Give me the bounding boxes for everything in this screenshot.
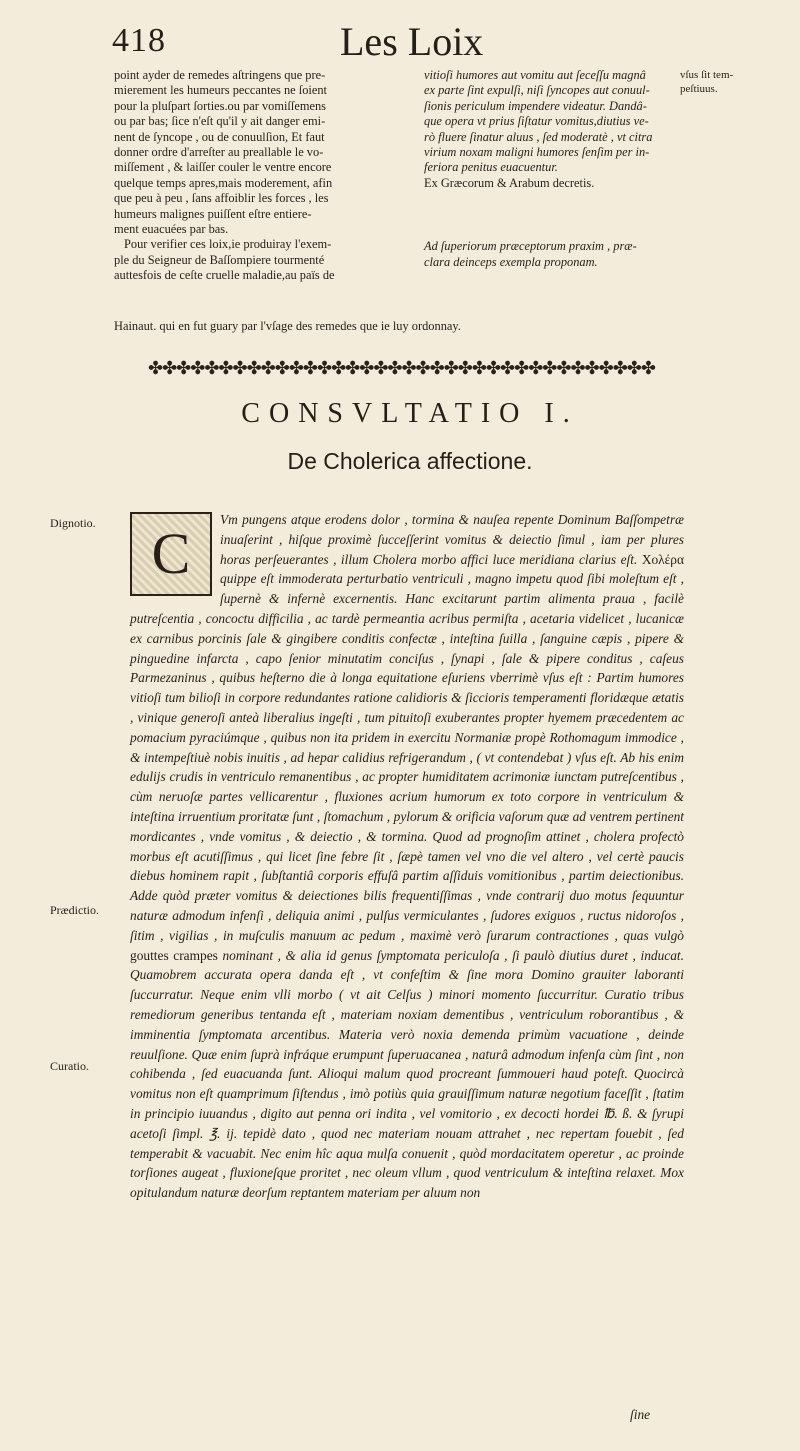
- french-line: Pour verifier ces loix,ie produiray l'exem-: [124, 237, 332, 252]
- latin-line: ſionis periculum impendere videatur. Dandâ-: [424, 98, 647, 113]
- french-line: que peu à peu , ſans affoiblir les forces , les: [114, 191, 329, 206]
- margin-note-praedictio: Prædictio.: [50, 903, 100, 917]
- french-column: [114, 68, 404, 284]
- consultation-body: [130, 510, 684, 1203]
- french-full-line: Hainaut. qui en fut guary par l'vſage des remedes que ie luy ordonnay.: [114, 319, 461, 333]
- margin-note-curatio: Curatio.: [50, 1059, 89, 1073]
- latin-line: ex parte ſint expulſi, niſi ſyncopes aut conuul-: [424, 83, 650, 98]
- consultation-title: CONSVLTATIO I.: [241, 398, 579, 429]
- french-line: miſſement , & laiſſer couler le ventre encore: [114, 160, 332, 175]
- latin-line: Ad ſuperiorum præceptorum praxim , præ-: [424, 239, 637, 254]
- latin-line: clara deinceps exempla proponam.: [424, 254, 598, 269]
- right-margin-note: [680, 68, 790, 96]
- french-line: donner ordre d'arreſter au preallable le vo-: [114, 145, 324, 160]
- consultation-subtitle: De Cholerica affectione.: [287, 448, 533, 474]
- french-line: auttesfois de ceſte cruelle maladie,au païs de: [114, 268, 335, 283]
- latin-source-note: Ex Græcorum & Arabum decretis.: [424, 175, 595, 190]
- right-margin-line: peſtiuus.: [680, 83, 718, 95]
- latin-line: feriora penitus euacuentur.: [424, 160, 558, 175]
- latin-line: virium noxam maligni humores ſenſim per in-: [424, 145, 650, 160]
- latin-line: rò fluere ſinatur aluus , ſed moderatè , vt citra: [424, 129, 653, 144]
- margin-note-dignotio: Dignotio.: [50, 516, 96, 530]
- running-title: Les Loix: [340, 19, 484, 64]
- french-line: pour la pluſpart ſorties.ou par vomiſſemens: [114, 98, 326, 113]
- body-text-part: quippe eſt immoderata perturbatio ventriculi , magno impetu quod ſibi moleſtum eſt , ſupernè & infernè excernentis. Hanc excitarunt partim alimenta praua , facilè putreſcentia , concoctu difficilia , ac tardè permeantia acribus permiſta , acetaria videlicet , lucanicæ ex carnibus porcinis ſale & gingibere conditis confectæ , inteſtina ſuilla , ſanguine cæpis , pipere & pinguedine infarcta , capo ſenior minutatim conciſus , ſynapi , ſale & pipere conditus , caſeus Parmezaninus , quibus heſterno die à longa equitatione eſuriens vberrimè vſus eſt : Partim humores vitioſi tum bilioſi in corpore redundantes ratione calidioris & ſiccioris temperamenti floridæque ætatis , vinique generoſi anteà liberalius ingeſti , tum pituitoſi exuberantes propter hyemem præcedentem ac pomacium pyraciúmque , quibus non ita pridem in exercitu Normaniæ propè Rothomagum immodice , & intempeſtiuè nobis inuitis , ad hepar calidius refrigerandum , ( vt contendebat ) vſus eſt. Ab his enim edulijs crudis in ventriculo remanentibus , ac propter humiditatem acrimoniæ iunctam putreſcentibus , cùm neruoſæ partes vellicarentur , fluxiones acrium humorum ex toto corpore in ventriculum & inteſtina irruentium proritatæ ſunt , ſtomachum , pylorum & orificia vaſorum quæ ad ventrem pertinent mordicantes , vnde vomitus , & deiectio , & tormina. Quod ad prognoſim attinet , cholera profectò morbus eſt acutiſſimus , qui licet ſine febre ſit , ſæpè tamen vel vno die vel altero , vel certè paucis diebus hominem rapit , ſubſtantiâ corporis effuſâ partim aſſiduis vomitionibus , partim deiectionibus. Adde quòd præter vomitus & deiectiones bilis frequentiſſimas , vnde contrarij duo motus ſequuntur naturæ admodum infenſi , deliquia animi , pulſus vermiculantes , ſudores exiguos , ructus nidoroſos , ſitim , vigilias , in muſculis manuum ac pedum , maximè verò ſurarum contractiones , quas vulgò: [130, 571, 684, 943]
- french-line: ment euacuées par bas.: [114, 222, 229, 237]
- decorated-initial-letter: C: [151, 521, 191, 587]
- page-header: [112, 18, 672, 68]
- latin-line: que opera vt prius ſiſtatur vomitus,diutius ve-: [424, 114, 649, 129]
- greek-word: Χολέρα: [641, 551, 684, 567]
- page-number: 418: [112, 22, 166, 59]
- french-line: point ayder de remedes aſtringens que pre-: [114, 68, 326, 82]
- catchword: ſine: [630, 1407, 651, 1422]
- french-line: nent de ſyncope , ou de conuulſion, Et faut: [114, 129, 325, 144]
- french-word: crampes: [173, 947, 218, 963]
- french-line: mierement les humeurs peccantes ne ſoient: [114, 83, 327, 98]
- decorated-initial: [130, 512, 212, 596]
- body-text-part: Vm pungens atque erodens dolor , tormina & nauſea repente Dominum Baſſompetræ inuaſerint , hiſque proximè ſucceſſerint vomitus & deiectio ſimul , iam per plures horas perſeuerantes , illum Cholera morbo affici luce meridiana clarius eſt.: [220, 512, 684, 567]
- right-margin-line: vſus ſit tem-: [680, 69, 734, 81]
- latin-column: [424, 68, 672, 270]
- french-line: ple du Seigneur de Baſſompiere tourmenté: [114, 252, 325, 267]
- french-line: ou par bas; ſice n'eſt qu'il y ait danger emi-: [114, 114, 326, 129]
- latin-line: vitioſi humores aut vomitu aut ſeceſſu magnâ: [424, 68, 646, 82]
- french-word: gouttes: [130, 947, 169, 963]
- body-text-part: nominant , & alia id genus ſymptomata periculoſa , ſi paulò diutius duret , inducat. Quamobrem accurata opera danda eſt , vt confeſtim & ſine mora Domino grauiter laboranti ſuccurratur. Neque enim vlli morbo ( vt ait Celſus ) minori momento ſuccurritur. Curatio tribus remediorum generibus tentanda eſt , materiam noxiam dementibus , ventriculum roborantibus , & imminentia ſymptomata arcentibus. Materia verò noxia demenda primùm vacuatione , deinde reuulſione. Quæ enim ſuprà infráque erumpunt ſuperuacanea , naturâ admodum infenſa cùm ſint , non cohibenda , ſed euacuanda ſunt. Alioqui malum quod procreant ſummoueri haud poteſt. Quocircà vomitus non eſt quamprimum ſiſtendus , imò potiùs quia grauiſſimum naturæ negotium faceſſit , ſtatim in principio iuuandus , digito aut penna ori indita , vel vomitorio , ex decocti hordei ℔. ß. & ſyrupi acetoſi ſimpl. ℥. ij. tepidè dato , quod nec materiam nouam attrahet , nec repertam fouebit , ſed temperabit & vacuabit. Nec enim hîc aqua mulſa conuenit , quòd mordacitatem operetur , ac proinde torſiones augeat , fluxioneſque proritet , nec oleum vllum , quod ventriculum & inteſtina relaxet. Mox opitulandum naturæ deorſum reptantem materiam per aluum non: [130, 947, 684, 1201]
- french-line: quelque temps apres,mais moderement, afin: [114, 175, 333, 190]
- french-line: humeurs malignes puiſſent eſtre entiere-: [114, 206, 312, 221]
- ornamental-band: ✤✤✤✤✤✤✤✤✤✤✤✤✤✤✤✤✤✤✤✤✤✤✤✤✤✤✤✤✤✤✤✤✤✤✤✤: [148, 358, 655, 378]
